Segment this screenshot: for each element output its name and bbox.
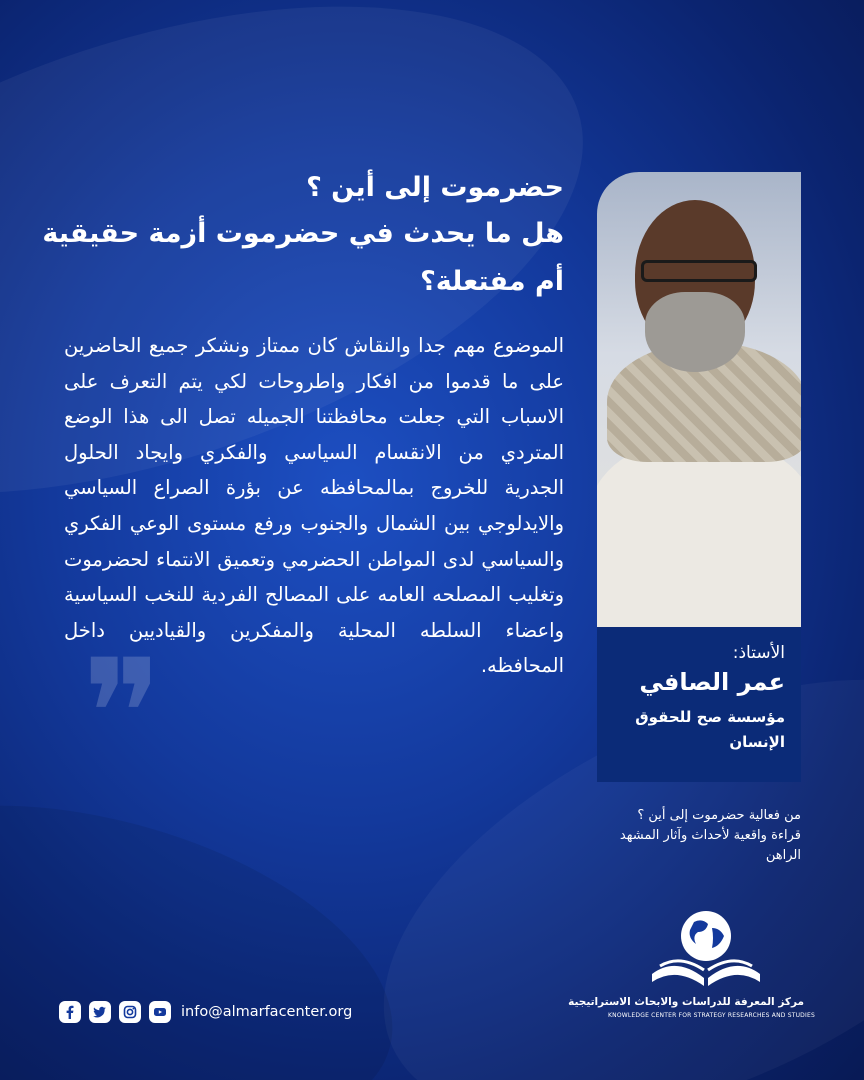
instagram-icon[interactable] (119, 1001, 141, 1023)
event-caption (597, 806, 801, 866)
speaker-photo (597, 172, 801, 627)
page-title: حضرموت إلى أين ؟ (306, 172, 564, 203)
caption-line: قراءة واقعية لأحداث وآثار المشهد الراهن (619, 828, 801, 863)
title-block (24, 168, 564, 306)
facebook-icon[interactable] (59, 1001, 81, 1023)
logo-name-ar: مركز المعرفة للدراسات والابحاث الاستراتيجية (568, 996, 804, 1008)
contact-bar (59, 1000, 352, 1024)
logo-name-en: KNOWLEDGE CENTER FOR STRATEGY RESEARCHES AND STUDIES (608, 1012, 815, 1019)
speaker-name: عمر الصافي (639, 668, 785, 696)
speaker-organization: مؤسسة صح للحقوق الإنسان (635, 708, 785, 751)
youtube-icon[interactable] (149, 1001, 171, 1023)
quote-text: الموضوع مهم جدا والنقاش كان ممتاز ونشكر جميع الحاضرين على ما قدموا من افكار واطروحات لكي يتم التعرف على الاسباب التي جعلت محافظتنا الجميله تصل الى هذا الوضع المتردي من الانقسام السياسي والفكري وايجاد الحلول الجدرية للخروج بمالمحافظه عن بؤرة الصراع السياسي والايدلوجي بين الشمال والجنوب ورفع مستوى الوعي الفكري والسياسي لدى المواطن الحضرمي وتعميق الانتماء لحضرموت وتغليب المصلحه العامه على المصالح الفردية للنخب السياسية واعضاء السلطه المحلية والمفكرين والقياديين داخل المحافظه. (64, 334, 564, 678)
speaker-label: الأستاذ: (732, 643, 785, 663)
caption-line: من فعالية حضرموت إلى أين ؟ (637, 808, 801, 823)
background-wave (0, 747, 429, 1080)
twitter-icon[interactable] (89, 1001, 111, 1023)
speaker-info (597, 627, 801, 782)
center-logo (568, 908, 815, 1026)
email-link[interactable]: info@almarfacenter.org (181, 1004, 353, 1020)
page-subtitle: هل ما يحدث في حضرموت أزمة حقيقية أم مفتعلة؟ (42, 218, 564, 297)
quote-mark-icon: ❞ (82, 628, 163, 802)
speaker-card (597, 172, 801, 782)
globe-book-icon (646, 908, 766, 994)
